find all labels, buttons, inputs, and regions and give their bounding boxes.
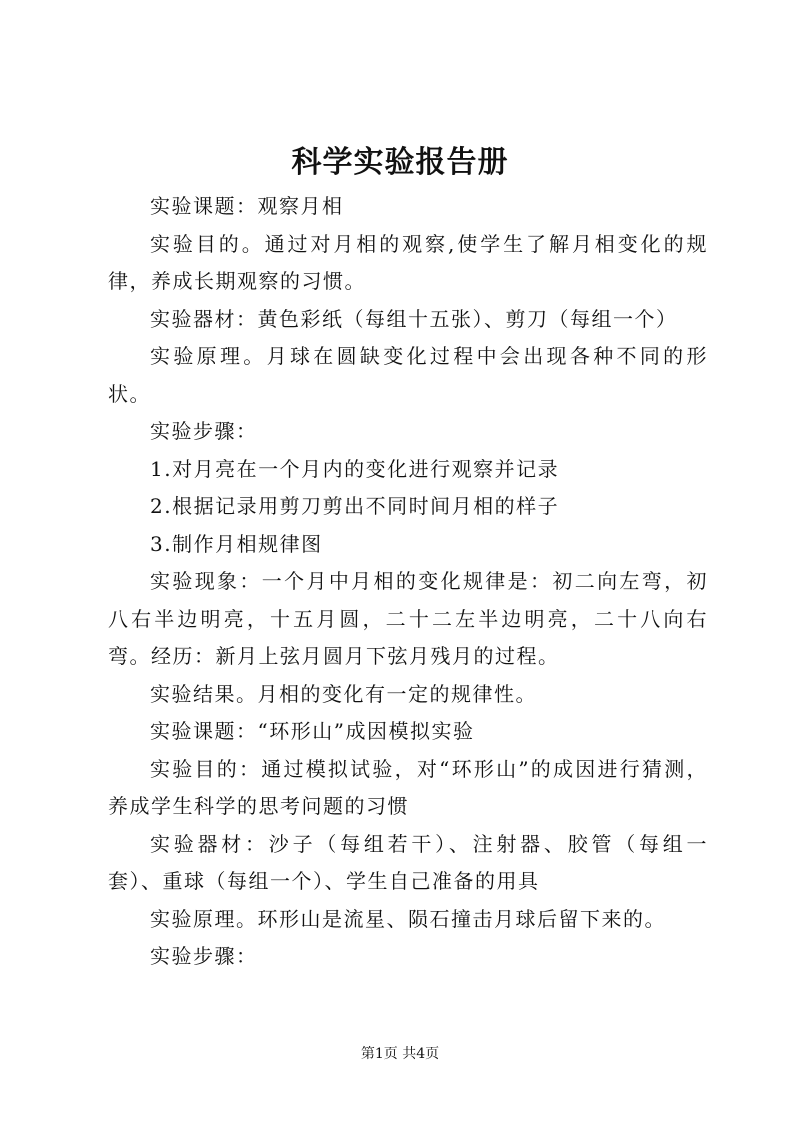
page-number-footer: 第1页 共4页 [360, 1046, 440, 1062]
paragraph-step-2: 2.根据记录用剪刀剪出不同时间月相的样子 [150, 494, 560, 518]
paragraph-materials-1: 实验器材：黄色彩纸（每组十五张）、剪刀（每组一个） [150, 306, 678, 331]
paragraph-step-3: 3.制作月相规律图 [150, 531, 323, 556]
paragraph-purpose-2: 实验目的：通过模拟试验，对“环形山”的成因进行猜测，养成学生科学的思考问题的习惯 [108, 756, 708, 818]
paragraph-topic-2: 实验课题：“环形山”成因模拟实验 [150, 719, 475, 743]
paragraph-principle-2: 实验原理。环形山是流星、陨石撞击月球后留下来的。 [150, 906, 666, 931]
paragraph-topic-1: 实验课题：观察月相 [150, 194, 344, 218]
paragraph-phenomenon-1: 实验现象：一个月中月相的变化规律是：初二向左弯，初八右半边明亮，十五月圆，二十二左半边明亮，二十八向右弯。经历：新月上弦月圆月下弦月残月的过程。 [108, 569, 708, 668]
paragraph-steps-heading-2: 实验步骤： [150, 944, 258, 968]
paragraph-steps-heading-1: 实验步骤： [150, 419, 258, 443]
document-body [108, 188, 708, 976]
paragraph-principle-1: 实验原理。月球在圆缺变化过程中会出现各种不同的形状。 [108, 344, 708, 406]
document-title: 科学实验报告册 [291, 145, 509, 180]
paragraph-step-1: 1.对月亮在一个月内的变化进行观察并记录 [150, 456, 560, 481]
paragraph-purpose-1: 实验目的。通过对月相的观察,使学生了解月相变化的规律，养成长期观察的习惯。 [108, 231, 708, 293]
paragraph-materials-2: 实验器材：沙子（每组若干）、注射器、胶管（每组一套）、重球（每组一个）、学生自己准备的用具 [108, 831, 708, 893]
paragraph-result-1: 实验结果。月相的变化有一定的规律性。 [150, 681, 537, 706]
